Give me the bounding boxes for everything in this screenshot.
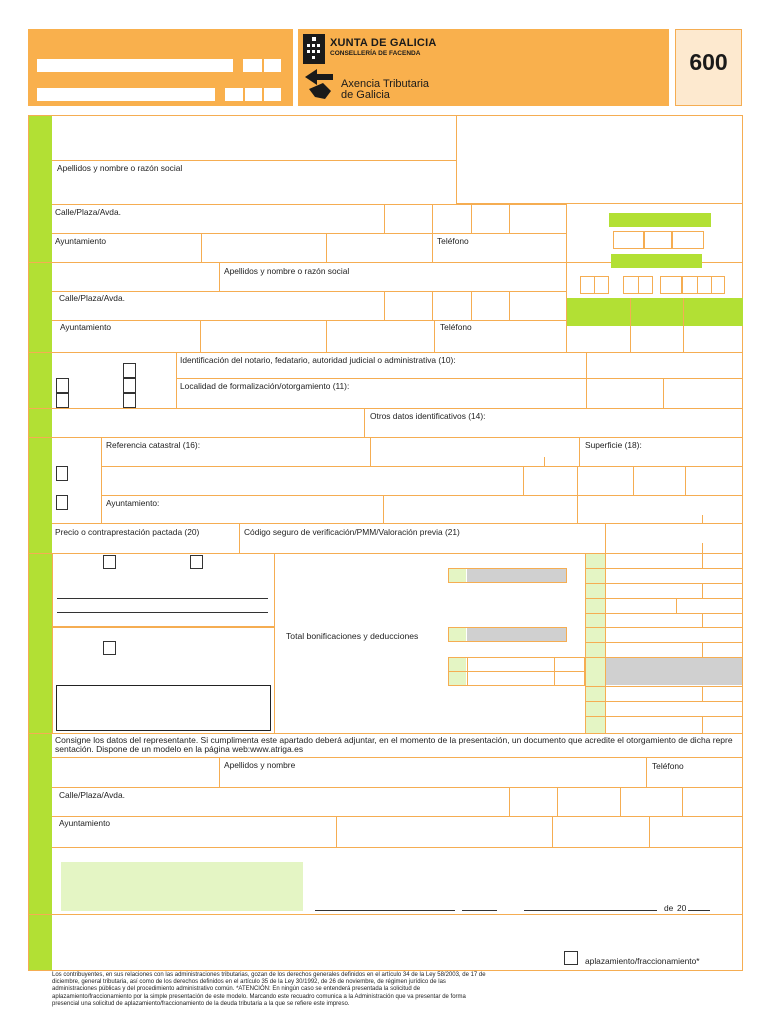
header-field-2b-divider1 xyxy=(243,88,245,101)
representative-instructions: Consigne los datos del representante. Si cumplimenta este apartado deberá adjuntar, en el momento de la presentación, un documento que acredite el otorgamiento de dicha repre sentación. Dispone de un modelo en la página web:www.atriga.es xyxy=(55,735,733,754)
line xyxy=(200,320,201,352)
line xyxy=(52,160,456,161)
line xyxy=(28,437,743,438)
line xyxy=(577,466,578,495)
line xyxy=(585,642,743,643)
line xyxy=(702,642,703,657)
line xyxy=(605,523,606,553)
representative-phone-label: Teléfono xyxy=(652,761,684,771)
line xyxy=(176,378,586,379)
line xyxy=(52,847,743,848)
right-col-pale xyxy=(586,554,605,733)
line xyxy=(579,437,580,466)
liquidation-left-panel-top xyxy=(52,553,275,627)
liq-line-2 xyxy=(57,612,268,613)
line xyxy=(432,204,433,233)
model-number: 600 xyxy=(689,49,728,75)
line xyxy=(52,816,743,817)
line xyxy=(52,204,566,205)
line xyxy=(467,657,468,686)
code-header-bar xyxy=(611,254,702,268)
line xyxy=(586,352,587,408)
price-label: Precio o contraprestación pactada (20) xyxy=(55,527,200,537)
liq-black-box[interactable] xyxy=(56,685,271,731)
property-type-checkbox-1[interactable] xyxy=(56,466,68,481)
surface-label: Superficie (18): xyxy=(585,440,642,450)
notary-label: Identificación del notario, fedatario, autoridad judicial o administrativa (10): xyxy=(180,355,456,365)
line xyxy=(682,787,683,816)
line xyxy=(52,320,566,321)
line xyxy=(384,291,385,320)
line xyxy=(509,291,510,320)
header-field-2b-divider2 xyxy=(262,88,264,101)
line xyxy=(638,276,639,294)
line xyxy=(101,437,102,523)
doc-type-checkbox-4[interactable] xyxy=(123,378,136,393)
line xyxy=(471,204,472,233)
line xyxy=(101,466,743,467)
signature-stamp-area xyxy=(61,862,303,911)
date-year-box[interactable] xyxy=(672,231,704,249)
line xyxy=(52,233,566,234)
signature-month-line[interactable] xyxy=(524,910,657,911)
legal-footer-text: Los contribuyentes, en sus relaciones con las administraciones tributarias, gozan de los derechos generales definidos en el artículo 34 de la Ley 58/2003, de 17 de diciembre, general tributaria, así como de los derechos definidos en el artículo 35 de la Ley 30/1992, de 26 de noviembre, de régimen jurídico de las administraciones públicas y del procedimiento administrativo común. *ATENCIÓN: En ningún caso se entenderá presentada la solicitud de aplazamiento/fraccionamiento por la simple presentación de este modelo. Marcando este recuadro comunica a la Administración que va presentar de forma presencial una solicitud de aplazamiento/fraccionamiento de la deuda tributaria a la que se refiere este impreso. xyxy=(52,972,486,1007)
doc-type-checkbox-3[interactable] xyxy=(123,363,136,378)
line xyxy=(28,408,743,409)
line xyxy=(685,466,686,495)
line xyxy=(585,598,743,599)
line xyxy=(239,523,240,553)
agency-line-2 xyxy=(341,89,390,101)
line xyxy=(702,515,703,523)
code-box-3[interactable] xyxy=(660,276,682,294)
line xyxy=(630,298,631,352)
line xyxy=(176,352,177,408)
liq-checkbox-2[interactable] xyxy=(190,555,203,569)
line xyxy=(509,204,510,233)
line xyxy=(326,233,327,262)
signature-date-of: de xyxy=(664,903,674,913)
line xyxy=(585,613,743,614)
mid-field-2-grey xyxy=(467,628,566,641)
mid-field-1-grey xyxy=(467,569,566,582)
property-type-checkbox-2[interactable] xyxy=(56,495,68,510)
line xyxy=(544,457,545,466)
line xyxy=(471,291,472,320)
bonus-label: Total bonificaciones y deducciones xyxy=(286,631,419,641)
mid-field-1-tab xyxy=(449,569,466,582)
line xyxy=(585,686,743,687)
representative-street-label: Calle/Plaza/Avda. xyxy=(59,790,125,800)
property-city-label: Ayuntamiento: xyxy=(106,498,160,508)
xunta-shield-icon xyxy=(303,34,325,64)
line xyxy=(523,466,524,495)
representative-city-label: Ayuntamiento xyxy=(59,818,111,828)
transmitter-phone-label: Teléfono xyxy=(440,322,472,332)
representative-name-label: Apellidos y nombre xyxy=(224,760,296,770)
line xyxy=(219,262,220,291)
signature-year-line[interactable] xyxy=(688,910,710,911)
line xyxy=(448,671,585,672)
line xyxy=(633,466,634,495)
line xyxy=(711,276,712,294)
cadastral-label: Referencia catastral (16): xyxy=(106,440,201,450)
line xyxy=(585,701,743,702)
csv-label: Código seguro de verificación/PMM/Valoración previa (21) xyxy=(244,527,460,537)
line xyxy=(28,352,743,353)
line xyxy=(586,378,743,379)
line xyxy=(594,276,595,294)
doc-type-checkbox-5[interactable] xyxy=(123,393,136,408)
agency-line-1: Axencia Tributaria xyxy=(341,78,430,90)
code-lime-bar xyxy=(567,298,743,326)
line xyxy=(702,543,703,553)
org-dept: CONSELLERÍA DE FACENDA xyxy=(330,50,421,57)
other-data-label: Otros datos identificativos (14): xyxy=(370,411,486,421)
liq-checkbox-1[interactable] xyxy=(103,555,116,569)
header-field-1[interactable] xyxy=(37,59,233,72)
line xyxy=(585,568,743,569)
code-box-4[interactable] xyxy=(682,276,725,294)
header-field-2b[interactable] xyxy=(225,88,281,101)
mid-field-2-tab xyxy=(449,628,466,641)
line xyxy=(702,554,703,568)
line xyxy=(384,204,385,233)
line xyxy=(702,686,703,701)
line xyxy=(52,787,743,788)
line xyxy=(646,757,647,787)
line xyxy=(552,816,553,847)
line xyxy=(585,583,743,584)
org-name: XUNTA DE GALICIA xyxy=(330,37,437,49)
date-month-box[interactable] xyxy=(644,231,672,249)
line xyxy=(557,787,558,816)
line xyxy=(566,204,567,352)
line xyxy=(28,914,743,915)
signature-year-prefix: 20 xyxy=(677,903,687,913)
transmitter-name-label: Apellidos y nombre o razón social xyxy=(224,266,350,276)
liq-line-1 xyxy=(57,598,268,599)
signature-day-line[interactable] xyxy=(462,910,497,911)
transmitter-street-label: Calle/Plaza/Avda. xyxy=(59,293,125,303)
liq-checkbox-3[interactable] xyxy=(103,641,116,655)
subject-name-label: Apellidos y nombre o razón social xyxy=(57,163,183,173)
line xyxy=(649,816,650,847)
line xyxy=(432,233,433,262)
line xyxy=(383,495,384,523)
line xyxy=(676,598,677,613)
line xyxy=(509,787,510,816)
line xyxy=(28,733,743,734)
subject-city-label: Ayuntamiento xyxy=(55,236,107,246)
date-header-bar xyxy=(609,213,711,227)
line xyxy=(702,613,703,627)
line xyxy=(434,320,435,352)
line xyxy=(702,716,703,733)
line xyxy=(620,787,621,816)
deferral-checkbox[interactable] xyxy=(564,951,578,965)
line xyxy=(697,276,698,294)
deferral-label: aplazamiento/fraccionamiento* xyxy=(585,956,700,966)
locality-label: Localidad de formalización/otorgamiento (11): xyxy=(180,381,350,391)
line xyxy=(663,378,664,408)
line xyxy=(201,233,202,262)
atriga-logo-icon xyxy=(303,67,337,101)
transmitter-city-label: Ayuntamiento xyxy=(60,322,112,332)
signature-place-line[interactable] xyxy=(315,910,455,911)
line xyxy=(683,298,684,352)
line xyxy=(52,523,743,524)
line xyxy=(326,320,327,352)
line xyxy=(585,716,743,717)
line xyxy=(364,408,365,437)
line xyxy=(370,437,371,466)
doc-type-checkbox-2[interactable] xyxy=(56,393,69,408)
line xyxy=(101,495,743,496)
date-day-box[interactable] xyxy=(613,231,644,249)
subject-street-label: Calle/Plaza/Avda. xyxy=(55,207,121,217)
agency-line-2-text: de Galicia xyxy=(341,89,390,101)
line xyxy=(554,657,555,686)
line xyxy=(52,291,566,292)
right-col-grey xyxy=(606,658,742,685)
doc-type-checkbox-1[interactable] xyxy=(56,378,69,393)
subject-phone-label: Teléfono xyxy=(437,236,469,246)
line xyxy=(702,583,703,598)
barcode-box xyxy=(456,115,743,204)
line xyxy=(219,757,220,787)
line xyxy=(432,291,433,320)
line xyxy=(585,627,743,628)
line xyxy=(52,757,743,758)
line xyxy=(605,553,606,733)
line xyxy=(336,816,337,847)
line xyxy=(577,495,578,523)
header-field-2[interactable] xyxy=(37,88,215,101)
header-field-1b-divider xyxy=(262,59,264,72)
